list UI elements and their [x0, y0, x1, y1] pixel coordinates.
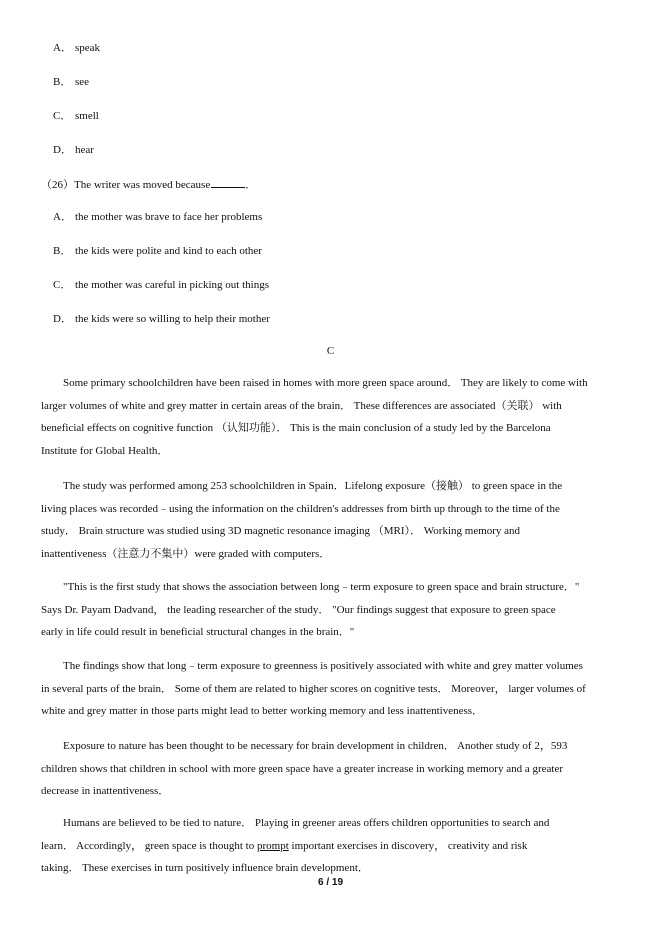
option-letter: A．	[53, 211, 72, 223]
paragraph-line: children shows that children in school with more green space have a greater increase in working memory and a greater	[41, 762, 563, 775]
option-text: hear	[75, 144, 94, 156]
q26-stem	[41, 178, 256, 192]
option-text: the kids were polite and kind to each other	[75, 245, 262, 257]
paragraph-line: study． Brain structure was studied using 3D magnetic resonance imaging （MRI）． Working memory and	[41, 525, 521, 538]
passage-paragraph-1	[41, 372, 631, 462]
paragraph-line: inattentiveness（注意力不集中）were graded with computers．	[41, 547, 331, 560]
paragraph-line: "This is the first study that shows the association between long﹣term exposure to green space and brain structure．"	[63, 581, 580, 593]
q25-option-a	[53, 42, 100, 55]
paragraph-line: Says Dr. Payam Dadvand， the leading researcher of the study． "Our findings suggest that exposure to green space	[41, 603, 556, 616]
paragraph-line: The findings show that long﹣term exposure to greenness is positively associated with white and grey matter volumes	[63, 660, 583, 672]
paragraph-line: beneficial effects on cognitive function （认知功能）． This is the main conclusion of a study led by the Barcelona	[41, 422, 551, 435]
q26-option-d	[53, 313, 270, 326]
passage-paragraph-6	[41, 812, 631, 880]
passage-paragraph-5	[41, 735, 631, 803]
line-segment: learn． Accordingly， green space is thought to	[41, 839, 257, 852]
q25-option-d	[53, 144, 94, 157]
paragraph-line: early in life could result in beneficial structural changes in the brain．"	[41, 626, 355, 639]
q26-option-a	[53, 211, 262, 224]
paragraph-line: Exposure to nature has been thought to be necessary for brain development in children． Another study of 2，593	[63, 740, 568, 752]
option-letter: D．	[53, 144, 72, 156]
option-letter: A．	[53, 42, 72, 54]
option-letter: B．	[53, 76, 72, 88]
paragraph-line: The study was performed among 253 schoolchildren in Spain．Lifelong exposure（接触） to green space in the	[63, 480, 563, 492]
paragraph-line: decrease in inattentiveness．	[41, 785, 170, 798]
line-segment: important exercises in discovery， creativity and risk	[288, 839, 528, 852]
option-text: see	[75, 76, 90, 88]
option-text: speak	[75, 42, 101, 54]
paragraph-line: white and grey matter in those parts might lead to better working memory and less inattentiveness．	[41, 705, 484, 718]
q26-option-b	[53, 245, 262, 258]
answer-blank	[211, 178, 245, 188]
paragraph-line: larger volumes of white and grey matter in certain areas of the brain． These differences are associated（关联） with	[41, 399, 562, 412]
q26-stem-text: （26）The writer was moved because	[41, 179, 211, 191]
paragraph-line: taking． These exercises in turn positively influence brain development．	[41, 862, 369, 875]
passage-paragraph-3	[41, 576, 631, 644]
option-text: the kids were so willing to help their mother	[75, 313, 270, 325]
option-letter: C．	[53, 110, 72, 122]
underlined-word: prompt	[256, 839, 289, 852]
option-letter: B．	[53, 245, 72, 257]
option-text: the mother was careful in picking out things	[75, 279, 269, 291]
option-text: smell	[75, 110, 99, 122]
option-letter: C．	[53, 279, 72, 291]
q25-option-b	[53, 76, 89, 89]
paragraph-line: in several parts of the brain． Some of them are related to higher scores on cognitive tests． Moreover， larger volumes of	[41, 682, 586, 695]
option-letter: D．	[53, 313, 72, 325]
paragraph-line: Institute for Global Health．	[41, 444, 169, 457]
passage-paragraph-4	[41, 655, 631, 723]
option-text: the mother was brave to face her problems	[75, 211, 263, 223]
q25-option-c	[53, 110, 99, 123]
q26-stem-end: ．	[245, 179, 257, 191]
section-label: C	[326, 345, 335, 357]
paragraph-line: living places was recorded﹣using the information on the children's addresses from birth up through to the time of the	[41, 502, 560, 515]
paragraph-line: Some primary schoolchildren have been raised in homes with more green space around． They are likely to come with	[63, 377, 588, 389]
paragraph-line	[41, 835, 631, 858]
paragraph-line: Humans are believed to be tied to nature． Playing in greener areas offers children opportunities to search and	[63, 817, 550, 829]
q26-option-c	[53, 279, 269, 292]
passage-paragraph-2	[41, 475, 631, 565]
page-number: 6 / 19	[317, 877, 344, 888]
